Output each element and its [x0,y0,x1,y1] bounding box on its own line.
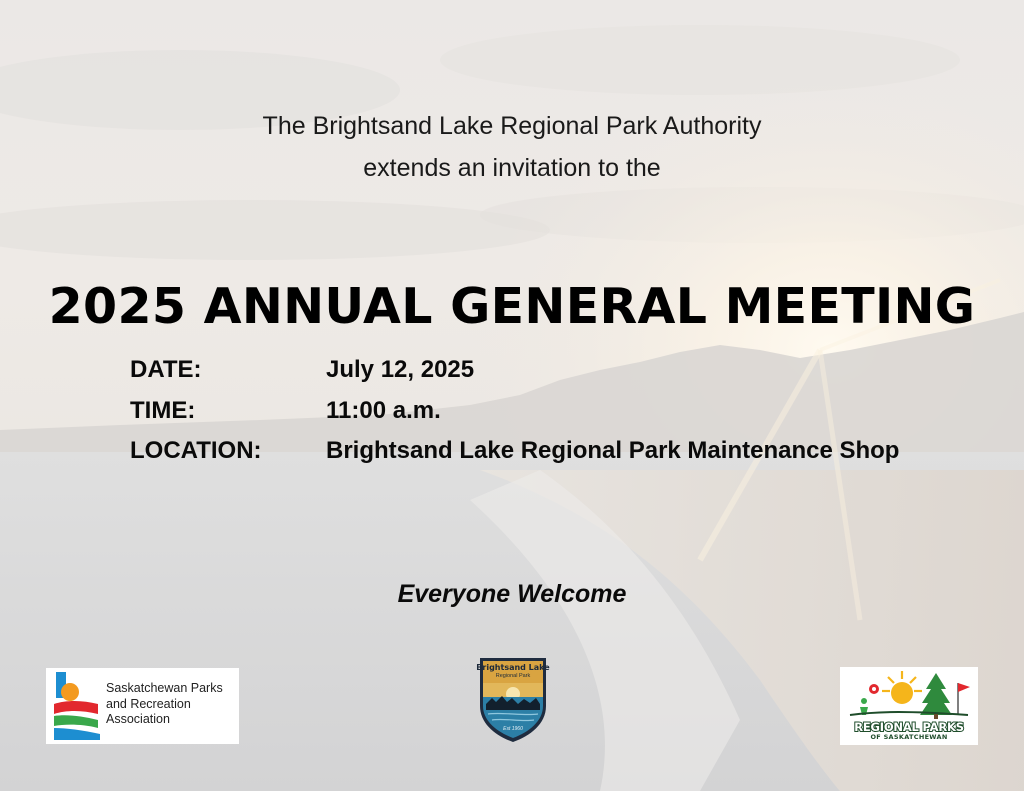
invitation-line-2: extends an invitation to the [363,154,661,182]
spra-logo-line-2: and Recreation [106,696,191,711]
regional-parks-title: REGIONAL PARKS [854,720,964,734]
location-value: Brightsand Lake Regional Park Maintenance Shop [326,437,900,464]
regional-parks-emblem-icon [840,667,978,721]
badge-established-text: Est 1960 [503,726,523,732]
everyone-welcome-text: Everyone Welcome [397,580,627,608]
date-label: DATE: [130,356,202,383]
regional-parks-saskatchewan-logo [840,667,978,745]
meeting-title: 2025 ANNUAL GENERAL MEETING [48,278,976,335]
spra-logo-line-1: Saskatchewan Parks [106,681,223,695]
spra-emblem-icon [50,670,104,742]
location-label: LOCATION: [130,437,262,464]
badge-subtitle-text: Regional Park [495,673,531,679]
date-value: July 12, 2025 [326,356,475,383]
brightsand-lake-badge-logo [472,654,554,744]
time-value: 11:00 a.m. [326,397,441,424]
regional-parks-subtitle: OF SASKATCHEWAN [870,733,948,741]
badge-name-text: Brightsand Lake [476,663,550,672]
invitation-line-1: The Brightsand Lake Regional Park Authority [262,112,762,140]
time-label: TIME: [130,397,196,424]
spra-logo-line-3: Association [106,712,170,726]
spra-logo [46,668,239,744]
